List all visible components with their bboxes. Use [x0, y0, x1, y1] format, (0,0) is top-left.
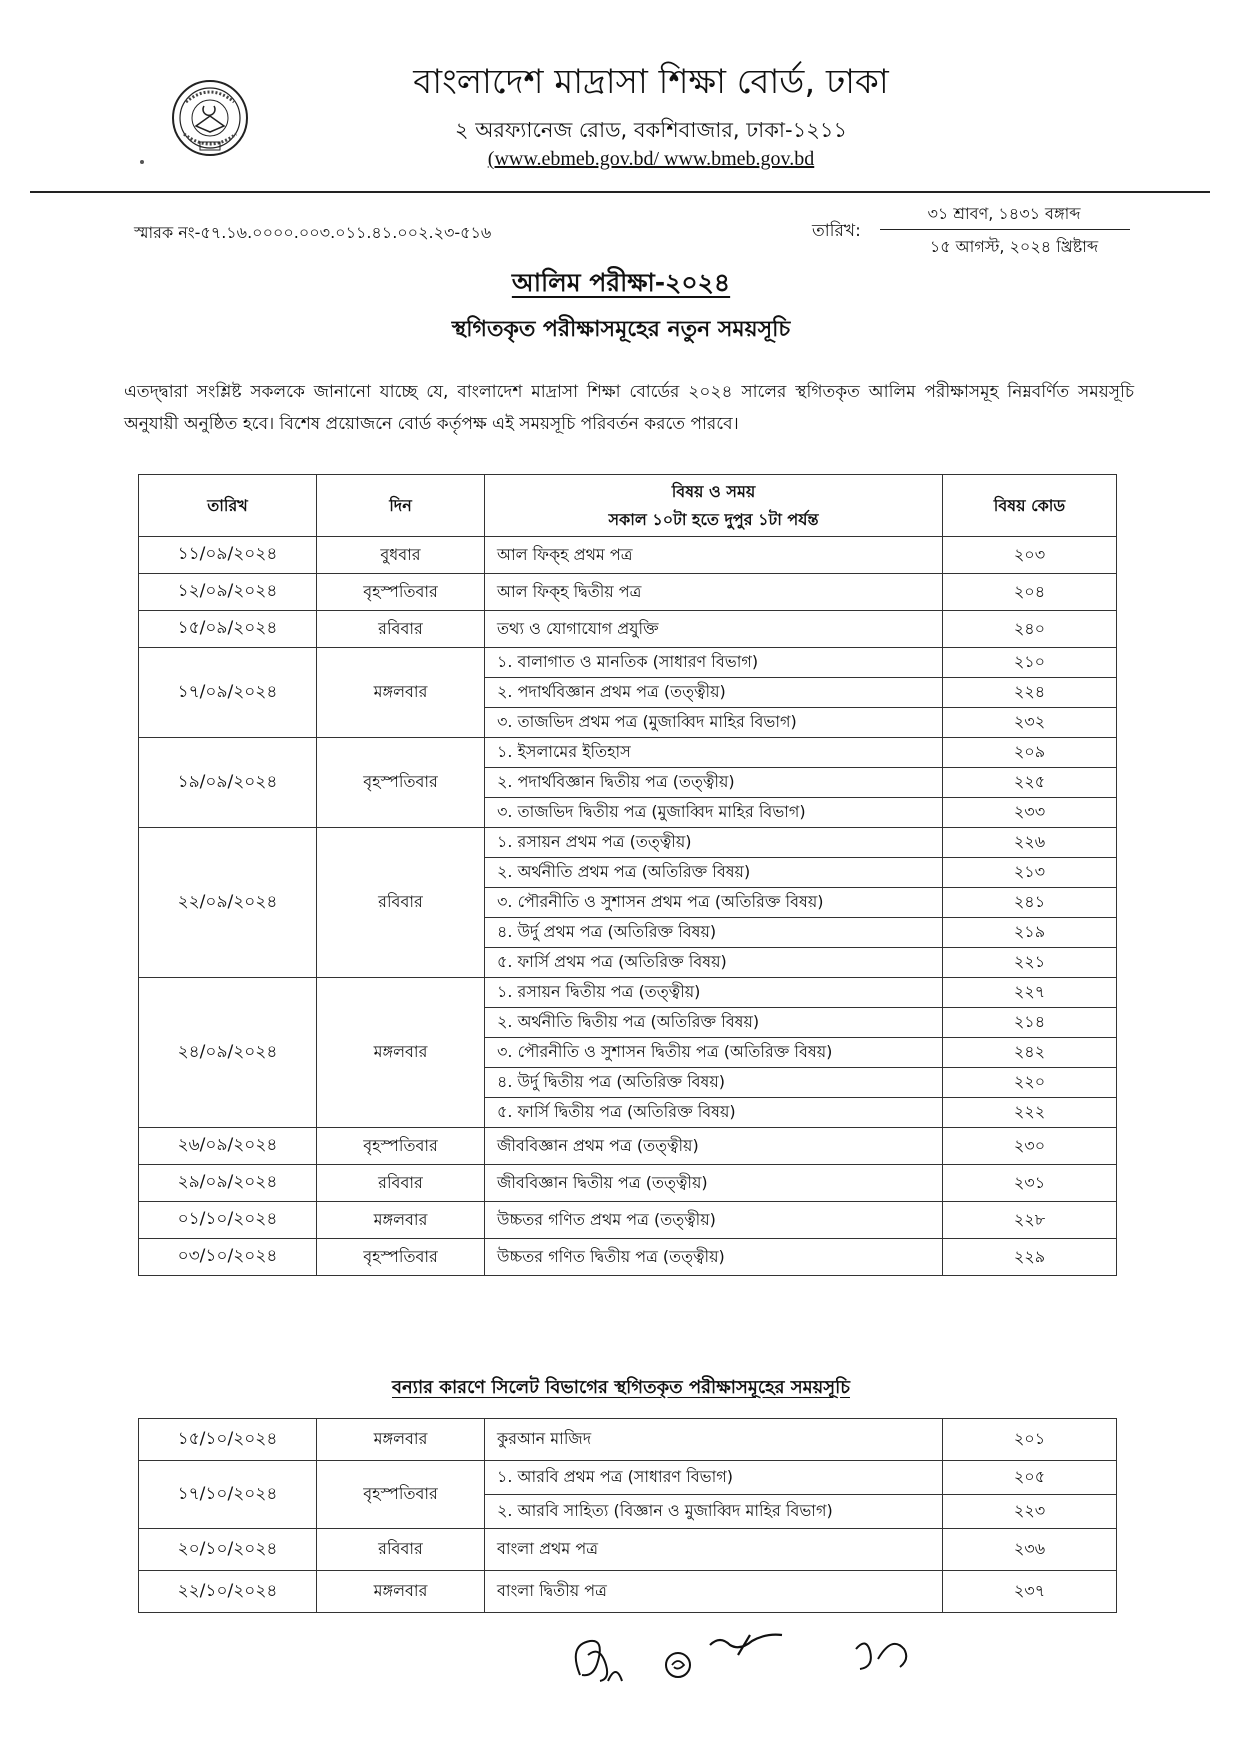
exam-subject: উচ্চতর গণিত দ্বিতীয় পত্র (তত্ত্বীয়): [485, 1239, 943, 1276]
exam-day: বৃহস্পতিবার: [317, 1239, 485, 1276]
table-row: [139, 611, 1117, 648]
subject-code: ২৩৬: [943, 1529, 1117, 1571]
exam-day: বৃহস্পতিবার: [317, 738, 485, 828]
flood-title-wrap: [0, 1373, 1242, 1404]
table-row: [139, 574, 1117, 611]
table-row: [139, 648, 1117, 678]
exam-day: বৃহস্পতিবার: [317, 1461, 485, 1529]
exam-date: ১৭/০৯/২০২৪: [139, 648, 317, 738]
date-gregorian: ১৫ আগস্ট, ২০২৪ খ্রিষ্টাব্দ: [929, 237, 1099, 256]
header-divider: [30, 191, 1210, 193]
exam-date: ০৩/১০/২০২৪: [139, 1239, 317, 1276]
table-row: [139, 828, 1117, 858]
flood-table-body: [139, 1419, 1117, 1613]
table-row: [139, 1529, 1117, 1571]
header-date: তারিখ: [139, 475, 317, 537]
exam-date: ০১/১০/২০২৪: [139, 1202, 317, 1239]
exam-subject: বাংলা প্রথম পত্র: [485, 1529, 943, 1571]
exam-date: ১৯/০৯/২০২৪: [139, 738, 317, 828]
header-subject: [485, 475, 943, 537]
exam-subject: ১. রসায়ন প্রথম পত্র (তত্ত্বীয়): [485, 828, 943, 858]
memo-number: স্মারক নং-৫৭.১৬.০০০০.০০৩.০১১.৪১.০০২.২৩-৫১৬: [134, 223, 492, 242]
org-website[interactable]: (www.ebmeb.gov.bd/ www.bmeb.gov.bd: [487, 148, 815, 170]
subject-code: ২০৪: [943, 574, 1117, 611]
exam-date: ১২/০৯/২০২৪: [139, 574, 317, 611]
subject-code: ২২৭: [943, 978, 1117, 1008]
subject-code: ২১৩: [943, 858, 1117, 888]
exam-subject: জীববিজ্ঞান দ্বিতীয় পত্র (তত্ত্বীয়): [485, 1165, 943, 1202]
schedule-table: [138, 474, 1117, 1276]
flood-schedule-title: বন্যার কারণে সিলেট বিভাগের স্থগিতকৃত পরীক্ষাসমূহের সময়সূচি: [391, 1377, 850, 1398]
subject-code: ২১০: [943, 648, 1117, 678]
subject-code: ২৪২: [943, 1038, 1117, 1068]
exam-subject: ৪. উর্দু প্রথম পত্র (অতিরিক্ত বিষয়): [485, 918, 943, 948]
exam-subject: ৩. তাজভিদ প্রথম পত্র (মুজাব্বিদ মাহির বিভাগ): [485, 708, 943, 738]
table-row: [139, 738, 1117, 768]
exam-title-wrap: [0, 263, 1242, 306]
subject-code: ২৩১: [943, 1165, 1117, 1202]
exam-subject: ১. আরবি প্রথম পত্র (সাধারণ বিভাগ): [485, 1461, 943, 1495]
subject-code: ২৩৩: [943, 798, 1117, 828]
exam-day: মঙ্গলবার: [317, 1571, 485, 1613]
subject-code: ২২১: [943, 948, 1117, 978]
org-name: বাংলাদেশ মাদ্রাসা শিক্ষা বোর্ড, ঢাকা: [413, 62, 889, 102]
exam-title: আলিম পরীক্ষা-২০২৪: [511, 268, 731, 297]
exam-subject: ২. পদার্থবিজ্ঞান প্রথম পত্র (তত্ত্বীয়): [485, 678, 943, 708]
subject-code: ২২৪: [943, 678, 1117, 708]
table-row: [139, 1202, 1117, 1239]
exam-date: ১৫/১০/২০২৪: [139, 1419, 317, 1461]
table-row: [139, 978, 1117, 1008]
subject-code: ২২৫: [943, 768, 1117, 798]
subject-code: ২৩২: [943, 708, 1117, 738]
subject-code: ২৪১: [943, 888, 1117, 918]
exam-subject: ৩. তাজভিদ দ্বিতীয় পত্র (মুজাব্বিদ মাহির বিভাগ): [485, 798, 943, 828]
flood-schedule-table: [138, 1418, 1117, 1613]
exam-subject: ৩. পৌরনীতি ও সুশাসন প্রথম পত্র (অতিরিক্ত বিষয়): [485, 888, 943, 918]
table-row: [139, 537, 1117, 574]
exam-subject: উচ্চতর গণিত প্রথম পত্র (তত্ত্বীয়): [485, 1202, 943, 1239]
org-address: ২ অরফ্যানেজ রোড, বকশিবাজার, ঢাকা-১২১১: [454, 118, 848, 142]
subject-code: ২২৯: [943, 1239, 1117, 1276]
exam-date: ১৭/১০/২০২৪: [139, 1461, 317, 1529]
exam-day: মঙ্গলবার: [317, 648, 485, 738]
subject-code: ২০৩: [943, 537, 1117, 574]
header-time: সকাল ১০টা হতে দুপুর ১টা পর্যন্ত: [608, 509, 819, 529]
exam-subject: তথ্য ও যোগাযোগ প্রযুক্তি: [485, 611, 943, 648]
exam-date: ২৯/০৯/২০২৪: [139, 1165, 317, 1202]
table-row: [139, 1419, 1117, 1461]
exam-subject: ২. আরবি সাহিত্য (বিজ্ঞান ও মুজাব্বিদ মাহির বিভাগ): [485, 1495, 943, 1529]
exam-date: ১৫/০৯/২০২৪: [139, 611, 317, 648]
table-row: [139, 1461, 1117, 1495]
exam-day: বৃহস্পতিবার: [317, 1128, 485, 1165]
exam-subject: আল ফিক্‌হ প্রথম পত্র: [485, 537, 943, 574]
notice-paragraph: এতদ্দ্বারা সংশ্লিষ্ট সকলকে জানানো যাচ্ছে যে, বাংলাদেশ মাদ্রাসা শিক্ষা বোর্ডের ২০২৪ সালের স্থগিতকৃত আলিম পরীক্ষাসমূহ নিম্নবর্ণিত সময়সূচি অনুযায়ী অনুষ্ঠিত হবে। বিশেষ প্রয়োজনে বোর্ড কর্তৃপক্ষ এই সময়সূচি পরিবর্তন করতে পারবে।: [124, 382, 1134, 434]
exam-day: বুধবার: [317, 537, 485, 574]
exam-subject: ২. পদার্থবিজ্ঞান দ্বিতীয় পত্র (তত্ত্বীয়): [485, 768, 943, 798]
table-row: [139, 1239, 1117, 1276]
subject-code: ২৩৭: [943, 1571, 1117, 1613]
header-day: দিন: [317, 475, 485, 537]
date-bangla: ৩১ শ্রাবণ, ১৪৩১ বঙ্গাব্দ: [927, 204, 1081, 223]
exam-subject: ৫. ফার্সি প্রথম পত্র (অতিরিক্ত বিষয়): [485, 948, 943, 978]
exam-date: ২০/১০/২০২৪: [139, 1529, 317, 1571]
exam-date: ২২/০৯/২০২৪: [139, 828, 317, 978]
subject-code: ২২৮: [943, 1202, 1117, 1239]
header-subject-label: বিষয় ও সময়: [671, 481, 756, 501]
schedule-table-body: [139, 537, 1117, 1276]
subject-code: ২০১: [943, 1419, 1117, 1461]
subject-code: ২১৪: [943, 1008, 1117, 1038]
exam-day: রবিবার: [317, 1165, 485, 1202]
exam-subject: ২. অর্থনীতি প্রথম পত্র (অতিরিক্ত বিষয়): [485, 858, 943, 888]
table-row: [139, 1165, 1117, 1202]
date-divider: [880, 229, 1130, 230]
exam-subject: কুরআন মাজিদ: [485, 1419, 943, 1461]
exam-subject: জীববিজ্ঞান প্রথম পত্র (তত্ত্বীয়): [485, 1128, 943, 1165]
exam-day: মঙ্গলবার: [317, 1419, 485, 1461]
exam-subject: ১. রসায়ন দ্বিতীয় পত্র (তত্ত্বীয়): [485, 978, 943, 1008]
exam-day: রবিবার: [317, 611, 485, 648]
exam-subject: আল ফিক্‌হ দ্বিতীয় পত্র: [485, 574, 943, 611]
table-row: [139, 1571, 1117, 1613]
exam-day: রবিবার: [317, 828, 485, 978]
exam-subject: ১. ইসলামের ইতিহাস: [485, 738, 943, 768]
subject-code: ২২০: [943, 1068, 1117, 1098]
exam-day: মঙ্গলবার: [317, 978, 485, 1128]
exam-date: ২৪/০৯/২০২৪: [139, 978, 317, 1128]
exam-subject: ৪. উর্দু দ্বিতীয় পত্র (অতিরিক্ত বিষয়): [485, 1068, 943, 1098]
subject-code: ২১৯: [943, 918, 1117, 948]
exam-day: রবিবার: [317, 1529, 485, 1571]
exam-date: ২৬/০৯/২০২৪: [139, 1128, 317, 1165]
exam-subject: ৩. পৌরনীতি ও সুশাসন দ্বিতীয় পত্র (অতিরিক্ত বিষয়): [485, 1038, 943, 1068]
subject-code: ২২৬: [943, 828, 1117, 858]
subject-code: ২৩০: [943, 1128, 1117, 1165]
subject-code: ২২২: [943, 1098, 1117, 1128]
exam-day: মঙ্গলবার: [317, 1202, 485, 1239]
exam-subject: বাংলা দ্বিতীয় পত্র: [485, 1571, 943, 1613]
subject-code: ২২৩: [943, 1495, 1117, 1529]
date-label: তারিখ:: [812, 221, 861, 241]
header-code: বিষয় কোড: [943, 475, 1117, 537]
exam-subject: ২. অর্থনীতি দ্বিতীয় পত্র (অতিরিক্ত বিষয়): [485, 1008, 943, 1038]
subject-code: ২০৫: [943, 1461, 1117, 1495]
subject-code: ২০৯: [943, 738, 1117, 768]
exam-date: ২২/১০/২০২৪: [139, 1571, 317, 1613]
schedule-subtitle: স্থগিতকৃত পরীক্ষাসমূহের নতুন সময়সূচি: [451, 317, 791, 342]
exam-subject: ৫. ফার্সি দ্বিতীয় পত্র (অতিরিক্ত বিষয়): [485, 1098, 943, 1128]
exam-subject: ১. বালাগাত ও মানতিক (সাধারণ বিভাগ): [485, 648, 943, 678]
table-row: [139, 1128, 1117, 1165]
exam-day: বৃহস্পতিবার: [317, 574, 485, 611]
exam-date: ১১/০৯/২০২৪: [139, 537, 317, 574]
signatures: [560, 1625, 920, 1695]
subject-code: ২৪০: [943, 611, 1117, 648]
